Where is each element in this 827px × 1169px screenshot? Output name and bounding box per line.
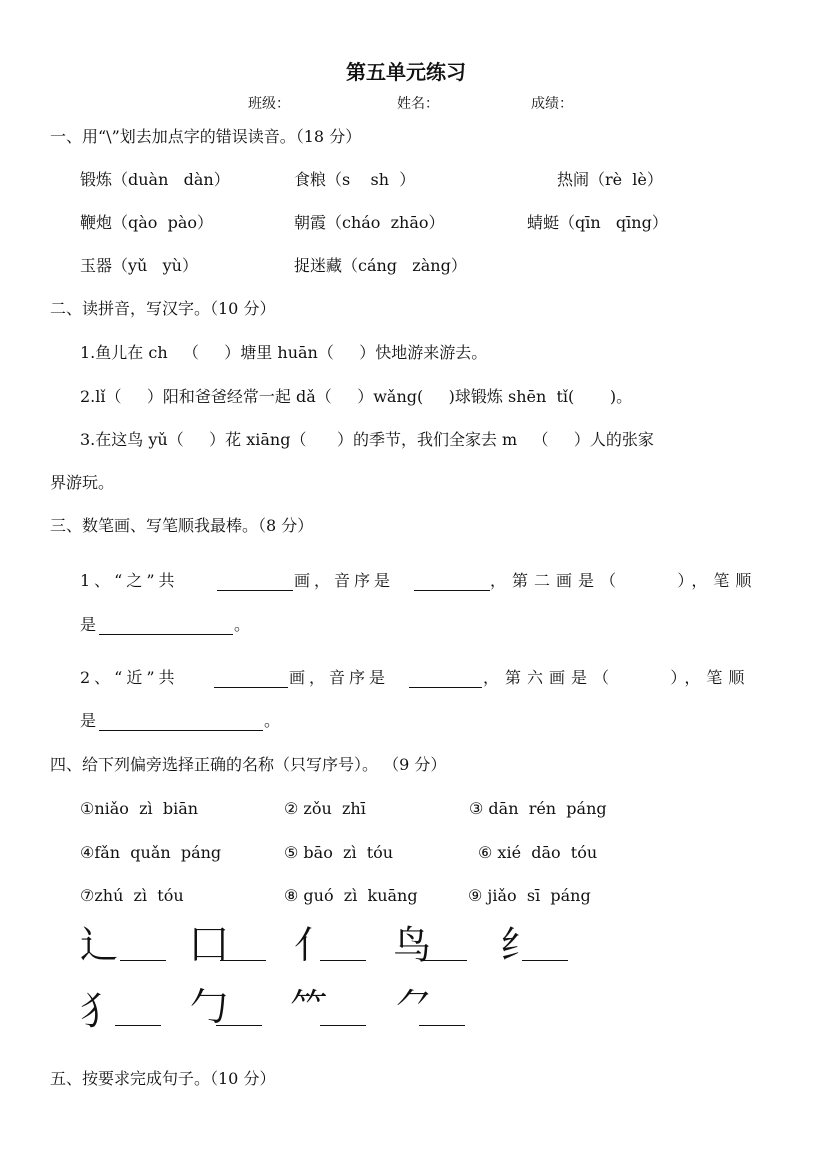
s3-q1-part-d: 是 [80, 615, 97, 634]
s3-q1-part-b: 画，音序是 [294, 571, 395, 590]
class-label: 班级： [248, 96, 290, 112]
score-label: 成绩： [531, 96, 573, 112]
s3-q2-blank-strokes[interactable] [214, 687, 288, 688]
s1-item-2: 食粮（s sh ） [294, 170, 416, 189]
radical-blank-2[interactable] [220, 960, 266, 961]
s3-q2-part-a: 2、“近”共 [80, 668, 179, 687]
radical-blank-1[interactable] [120, 960, 166, 961]
s3-q1-part-a: 1、“之”共 [80, 571, 179, 590]
s2-line-4: 界游玩。 [50, 473, 115, 492]
radical-zhu-zi-tou: ⺮ [290, 985, 329, 1029]
s3-q2-blank-order[interactable] [409, 687, 482, 688]
radical-blank-3[interactable] [320, 960, 366, 961]
s3-q2-part-d: 是 [80, 711, 97, 730]
section3-heading: 三、数笔画、写笔顺我最棒。（8 分） [50, 516, 314, 535]
s1-item-5: 朝霞（cháo zhāo） [294, 213, 445, 232]
s1-item-8: 捉迷藏（cáng zàng） [294, 256, 467, 275]
s4-option-6: ⑥ xié dāo tóu [478, 843, 598, 862]
section5-heading: 五、按要求完成句子。（10 分） [50, 1069, 276, 1088]
radical-blank-6[interactable] [115, 1025, 161, 1026]
s4-option-3: ③ dān rén páng [469, 799, 607, 818]
s3-q1-blank-strokeorder[interactable] [99, 634, 233, 635]
s1-item-3: 热闹（rè lè） [557, 170, 663, 189]
radical-dan-ren-pang: 亻 [294, 923, 333, 967]
radical-blank-5[interactable] [522, 960, 568, 961]
s3-q1-part-c: ，第二画是（ ），笔顺 [490, 571, 758, 590]
radical-blank-4[interactable] [421, 960, 467, 961]
s1-item-7: 玉器（yǔ yù） [80, 256, 198, 275]
radical-guo-zi-kuang: 囗 [190, 923, 229, 967]
radical-blank-7[interactable] [216, 1025, 262, 1026]
s2-line-1: 1.鱼儿在 ch （ ）塘里 huān（ ）快地游来游去。 [80, 343, 488, 362]
s4-option-7: ⑦zhú zì tóu [80, 886, 184, 905]
s3-q2-part-c: ，第六画是（ ），笔顺 [483, 668, 751, 687]
s3-q2-blank-strokeorder[interactable] [99, 730, 263, 731]
s4-option-2: ② zǒu zhī [284, 799, 366, 818]
radical-bao-zi-tou: 勹 [190, 985, 229, 1029]
s4-option-5: ⑤ bāo zì tóu [284, 843, 394, 862]
s4-option-1: ①niǎo zì biān [80, 799, 199, 818]
radical-xie-dao-tou: ⺈ [395, 985, 434, 1029]
name-label: 姓名： [397, 96, 439, 112]
page-title: 第五单元练习 [346, 60, 466, 84]
s4-option-8: ⑧ guó zì kuāng [284, 886, 418, 905]
s1-item-1: 锻炼（duàn dàn） [80, 170, 230, 189]
section1-heading: 一、用“\”划去加点字的错误读音。（18 分） [50, 127, 362, 146]
radical-blank-8[interactable] [320, 1025, 366, 1026]
s3-q1-blank-strokes[interactable] [217, 590, 293, 591]
s2-line-2: 2.lǐ（ ）阳和爸爸经常一起 dǎ（ ）wǎng( )球锻炼 shēn tǐ( )。 [80, 387, 633, 406]
s3-q2-part-b: 画，音序是 [289, 668, 390, 687]
s4-option-9: ⑨ jiǎo sī páng [468, 886, 591, 905]
radical-blank-9[interactable] [419, 1025, 465, 1026]
section4-heading: 四、给下列偏旁选择正确的名称（只写序号）。 （9 分） [50, 755, 447, 774]
s1-item-6: 蜻蜓（qīn qīng） [527, 213, 668, 232]
radical-niao-zi-bian: 鸟 [393, 923, 432, 967]
radical-fan-quan-pang: 犭 [80, 989, 119, 1033]
section2-heading: 二、读拼音，写汉字。（10 分） [50, 299, 276, 318]
s1-item-4: 鞭炮（qào pào） [80, 213, 214, 232]
s3-q1-part-e: 。 [234, 615, 251, 634]
s3-q1-blank-order[interactable] [414, 590, 490, 591]
s4-option-4: ④fǎn quǎn páng [80, 843, 222, 862]
radical-jiao-si-pang: 纟 [500, 923, 539, 967]
radical-zou-zhi: 辶 [80, 923, 119, 967]
s2-line-3: 3.在这鸟 yǔ（ ）花 xiāng（ ）的季节，我们全家去 m （ ）人的张家 [80, 430, 654, 449]
s3-q2-part-e: 。 [264, 711, 281, 730]
